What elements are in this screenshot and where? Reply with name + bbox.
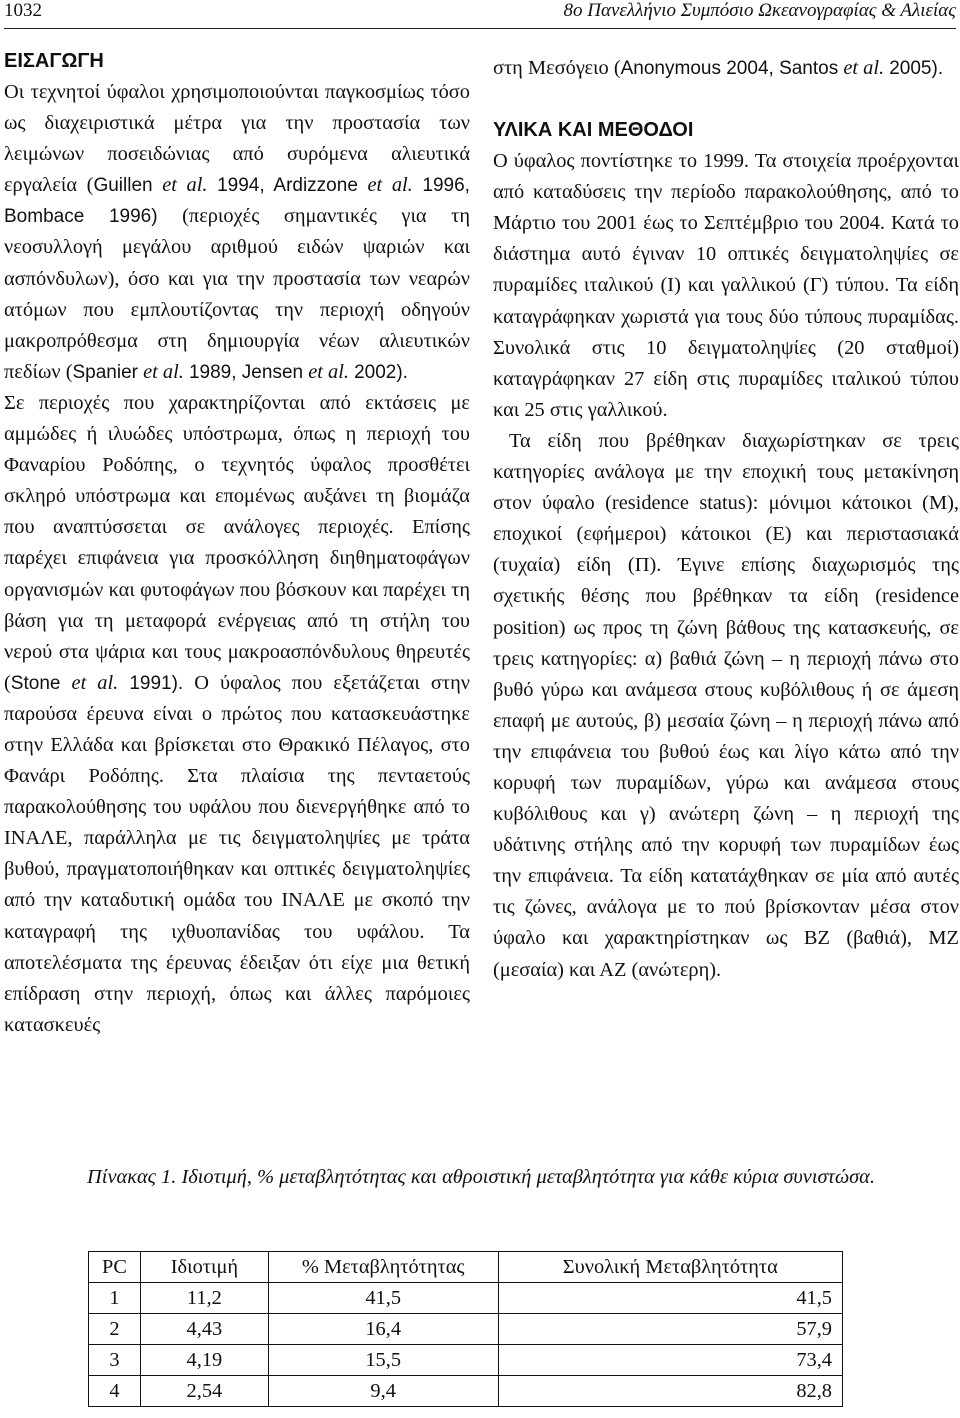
citation: Stone <box>10 672 61 694</box>
intro-text: στη Μεσόγειο ( <box>493 57 621 79</box>
intro-heading: ΕΙΣΑΓΩΓΗ <box>4 50 104 72</box>
table-row <box>89 1376 843 1407</box>
table-cell: 4 <box>89 1376 141 1407</box>
citation-etal: et al. <box>367 174 413 197</box>
journal-title: 8ο Πανελλήνιο Συμπόσιο Ωκεανογραφίας & Αλιείας <box>563 0 956 21</box>
intro-text: Ο ύφαλος που εξετάζεται στην παρούσα έρευνα είναι ο πρώτος που κατασκευάστηκε στην Ελλάδα και βρίσκεται στο Θρακικό Πέλαγος, στο Φανάρι Ροδόπης. Στα πλαίσια της πενταετούς παρακολούθησης του υφάλου που διενεργήθηκε από το ΙΝΑΛΕ, παράλληλα με τις δειγματοληψίες με τράτα βυθού, πραγματοποιήθηκαν και οπτικές δειγματοληψίες από την καταδυτική ομάδα του ΙΝΑΛΕ με σκοπό την καταγραφή της ιχθυοπανίδας του υφάλου. Τα αποτελέσματα της έρευνας έδειξαν ότι είχε μια θετική επίδραση στην περιοχή, όπως και άλλες παρόμοιες κατασκευές <box>4 671 470 1036</box>
citation: 1994, Ardizzone <box>217 175 358 197</box>
table-cell: 11,2 <box>140 1283 268 1314</box>
column-header: % Μεταβλητότητας <box>268 1252 498 1283</box>
methods-paragraph-2: Τα είδη που βρέθηκαν διαχωρίστηκαν σε τρεις κατηγορίες ανάλογα με την εποχική τους μετακίνηση στον ύφαλο (residence status): μόνιμοι κάτοικοι (Μ), εποχικοί (εφήμεροι) κάτοικοι (Ε) και περιστασιακά (τυχαία) είδη (Π). Έγινε επίσης διαχωρισμός της σχετικής θέσης που βρέθηκαν τα είδη (residence position) ως προς τη ζώνη βάθους της κατασκευής, σε τρεις κατηγορίες: α) βαθιά ζώνη – η περιοχή πάνω στο βυθό γύρω και ανάμεσα στους κυβόλιθους ή σε άμεση επαφή με αυτούς, β) μεσαία ζώνη – η περιοχή πάνω από την επιφάνεια του βυθού έως και λίγο κάτω από την κορυφή των πυραμίδων, γύρω και ανάμεσα στους κυβόλιθους και γ) ανώτερη ζώνη – η περιοχή της υδάτινης στήλης από την κορυφή των πυραμίδων έως την επιφάνεια. Τα είδη κατατάχθηκαν σε μία από αυτές τις ζώνες, ανάλογα με το πού βρίσκονταν μέσα στον ύφαλο και χαρακτηρίστηκαν ως ΒΖ (βαθιά), ΜΖ (μεσαία) και ΑΖ (ανώτερη). <box>493 429 959 981</box>
citation: Anonymous 2004, Santos <box>620 58 839 79</box>
table-cell: 4,43 <box>140 1314 268 1345</box>
table-cell: 41,5 <box>268 1283 498 1314</box>
intro-text: (περιοχές σημαντικές για τη νεοσυλλογή μεγάλου αριθμού ειδών ψαριών και ασπόνδυλων), όσο και για την προστασία των νεαρών ατόμων που εμπλουτίζοντας την περιοχή οδηγούν μακροπρόθεσμα στη δημιουργία νέων αλιευτικών πεδίων ( <box>4 205 470 383</box>
left-column <box>4 46 470 1041</box>
methods-paragraph-1: Ο ύφαλος ποντίστηκε το 1999. Τα στοιχεία προέρχονται από καταδύσεις την περίοδο παρακολούθησης, από το Μάρτιο του 2001 έως το Σεπτέμβριο του 2004. Κατά το διάστημα αυτό έγιναν 10 οπτικές δειγματοληψίες σε πυραμίδες ιταλικού (Ι) και γαλλικού (Γ) τύπου. Τα είδη καταγράφηκαν χωριστά για τους δύο τύπους πυραμίδας. Συνολικά στις 10 δειγματοληψίες (20 σταθμοί) καταγράφηκαν 27 είδη στις πυραμίδες ιταλικού τύπου και 25 στις γαλλικού. <box>493 150 959 421</box>
intro-text: Οι τεχνητοί ύφαλοι χρησιμοποιούνται παγκοσμίως τόσο ως διαχειριστικά μέτρα για την προστασία των λειμώνων ποσειδώνιας από συρόμενα αλιευτικά εργαλεία ( <box>4 81 470 197</box>
citation: 1989, Jensen <box>188 361 304 383</box>
methods-heading: ΥΛΙΚΑ ΚΑΙ ΜΕΘΟΔΟΙ <box>493 119 694 142</box>
table-cell: 73,4 <box>498 1345 842 1376</box>
right-column <box>493 53 959 986</box>
citation-etal: et al. <box>71 671 119 694</box>
citation-etal: et al. <box>843 57 885 79</box>
data-table <box>88 1251 843 1407</box>
table-cell: 2,54 <box>140 1376 268 1407</box>
table-caption: Πίνακας 1. Ιδιοτιμή, % μεταβλητότητας και αθροιστική μεταβλητότητα για κάθε κύρια συνιστώσα. <box>87 1166 875 1188</box>
table-cell: 16,4 <box>268 1314 498 1345</box>
citation: 1991). <box>129 672 184 694</box>
citation: Spanier <box>72 361 138 383</box>
citation: Guillen <box>93 175 153 197</box>
header-rule <box>4 28 956 29</box>
table-cell: 1 <box>89 1283 141 1314</box>
column-header: Συνολική Μεταβλητότητα <box>498 1252 842 1283</box>
table-cell: 2 <box>89 1314 141 1345</box>
citation: 1996, Bombace 1996) <box>4 175 470 228</box>
table-cell: 4,19 <box>140 1345 268 1376</box>
intro-continuation <box>493 53 959 84</box>
column-header: PC <box>89 1252 141 1283</box>
intro-paragraph-2 <box>4 388 470 1041</box>
intro-text: Σε περιοχές που χαρακτηρίζονται από εκτάσεις με αμμώδες ή ιλυώδες υπόστρωμα, όπως η περιοχή του Φαναρίου Ροδόπης, ο τεχνητός ύφαλος προσθέτει σκληρό υπόστρωμα και επομένως αυξάνει τη βιομάζα που αναπτύσσεται σε ανάλογες περιοχές. Επίσης παρέχει επιφάνεια για προσκόλληση διηθηματοφάγων οργανισμών και φυτοφάγων που βόσκουν και παρέχει τη βάση για τη μεταφορά ενέργειας από τη στήλη του νερού στα ψάρια και τους μακροασπόνδυλους θηρευτές ( <box>4 391 470 694</box>
table-cell: 41,5 <box>498 1283 842 1314</box>
citation-etal: et al. <box>143 360 184 383</box>
table-header-row <box>89 1252 843 1283</box>
column-header: Ιδιοτιμή <box>140 1252 268 1283</box>
citation-etal: et al. <box>308 360 349 383</box>
page-number: 1032 <box>4 0 42 21</box>
intro-paragraph-1 <box>4 77 470 388</box>
table-row <box>89 1283 843 1314</box>
table-cell: 57,9 <box>498 1314 842 1345</box>
table-row <box>89 1314 843 1345</box>
table-cell: 3 <box>89 1345 141 1376</box>
table-cell: 15,5 <box>268 1345 498 1376</box>
running-header <box>4 0 956 30</box>
citation-etal: et al. <box>162 174 208 197</box>
table-cell: 82,8 <box>498 1376 842 1407</box>
citation: 2002). <box>354 361 408 383</box>
citation: 2005). <box>889 58 944 79</box>
table-cell: 9,4 <box>268 1376 498 1407</box>
table-row <box>89 1345 843 1376</box>
